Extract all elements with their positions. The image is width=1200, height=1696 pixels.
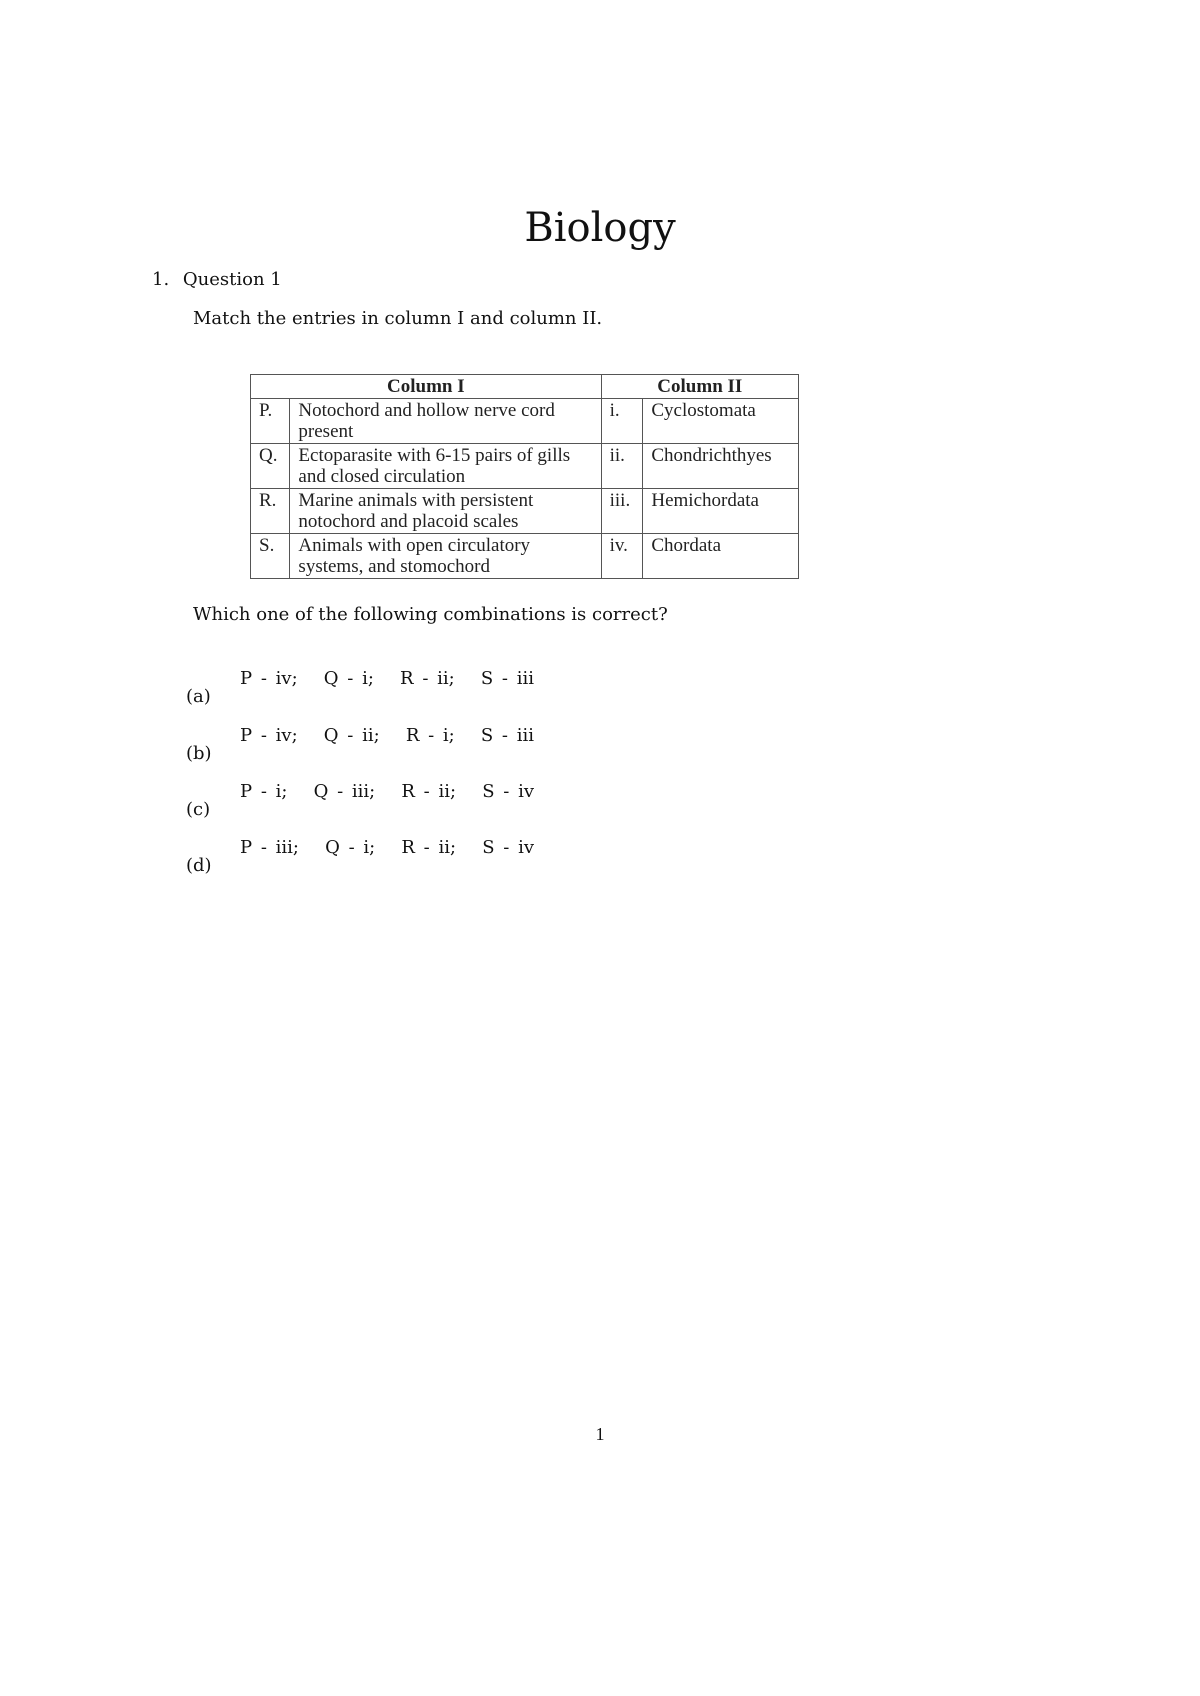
row-text-col1: Animals with open circulatory systems, and stomochord <box>290 534 601 579</box>
option-a <box>186 668 686 718</box>
column-1-header: Column I <box>251 375 602 399</box>
page-number: 1 <box>595 1424 605 1444</box>
option-label: (c) <box>186 799 211 820</box>
row-label-col1: R. <box>251 489 290 534</box>
table-row <box>251 489 799 534</box>
row-label-col2: iv. <box>601 534 643 579</box>
option-c <box>186 781 686 831</box>
question-number: 1. <box>152 269 170 290</box>
row-text-col1: Notochord and hollow nerve cord present <box>290 399 601 444</box>
row-text-col2: Hemichordata <box>643 489 799 534</box>
table-row <box>251 444 799 489</box>
option-label: (a) <box>186 686 211 707</box>
row-text-col2: Chondrichthyes <box>643 444 799 489</box>
row-label-col2: i. <box>601 399 643 444</box>
row-label-col1: Q. <box>251 444 290 489</box>
row-label-col1: S. <box>251 534 290 579</box>
row-text-col2: Cyclostomata <box>643 399 799 444</box>
row-text-col1: Marine animals with persistent notochord and placoid scales <box>290 489 601 534</box>
option-b <box>186 725 686 775</box>
question-prompt: Match the entries in column I and column II. <box>193 308 603 329</box>
option-d <box>186 837 686 887</box>
row-text-col1: Ectoparasite with 6-15 pairs of gills and closed circulation <box>290 444 601 489</box>
column-2-header: Column II <box>601 375 798 399</box>
table-header-row <box>251 375 799 399</box>
option-label: (d) <box>186 855 212 876</box>
table-row <box>251 534 799 579</box>
table-row <box>251 399 799 444</box>
row-label-col1: P. <box>251 399 290 444</box>
row-label-col2: ii. <box>601 444 643 489</box>
row-text-col2: Chordata <box>643 534 799 579</box>
question-heading <box>152 269 282 290</box>
option-text: P - i; Q - iii; R - ii; S - iv <box>240 781 535 802</box>
row-label-col2: iii. <box>601 489 643 534</box>
question-ask: Which one of the following combinations is correct? <box>193 604 668 625</box>
match-table <box>250 374 799 579</box>
page-title: Biology <box>524 205 676 251</box>
option-text: P - iii; Q - i; R - ii; S - iv <box>240 837 535 858</box>
option-text: P - iv; Q - ii; R - i; S - iii <box>240 725 535 746</box>
question-heading-text: Question 1 <box>182 269 282 290</box>
option-label: (b) <box>186 743 212 764</box>
option-text: P - iv; Q - i; R - ii; S - iii <box>240 668 535 689</box>
